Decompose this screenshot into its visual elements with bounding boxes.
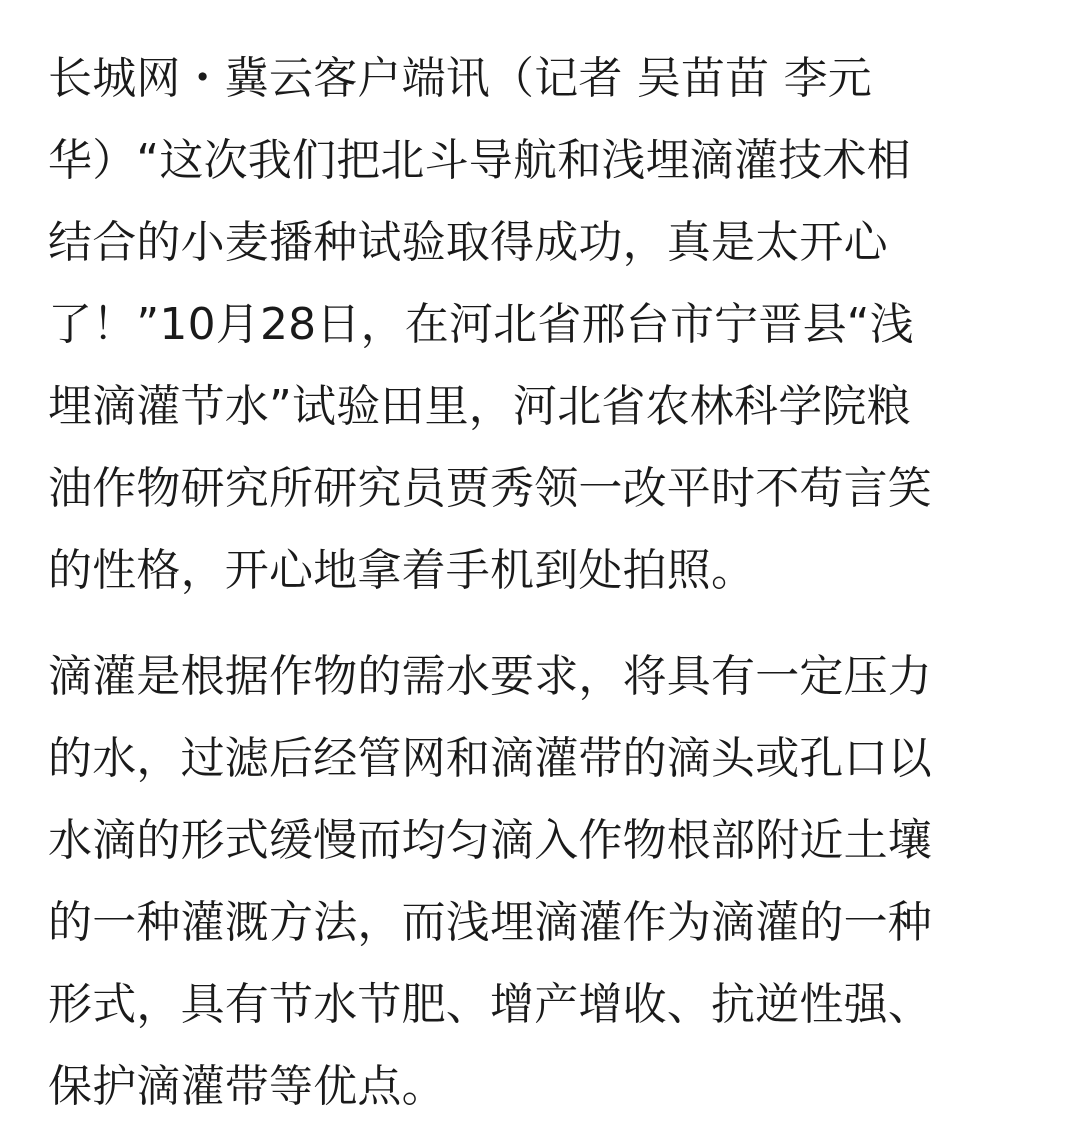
text-line: 华）“这次我们把北斗导航和浅埋滴灌技术相 — [48, 135, 911, 186]
text-line: 保护滴灌带等优点。 — [48, 1061, 446, 1112]
text-line: 长城网・冀云客户端讯（记者 吴苗苗 李元 — [48, 53, 872, 104]
article-paragraph-1 — [48, 38, 1050, 612]
text-line: 滴灌是根据作物的需水要求，将具有一定压力 — [48, 651, 932, 702]
text-line: 的水，过滤后经管网和滴灌带的滴头或孔口以 — [48, 733, 932, 784]
text-line: 油作物研究所研究员贾秀领一改平时不苟言笑 — [48, 463, 932, 514]
text-line: 了！”10月28日，在河北省邢台市宁晋县“浅 — [48, 299, 914, 350]
text-line: 的一种灌溉方法，而浅埋滴灌作为滴灌的一种 — [48, 897, 932, 948]
text-line: 形式，具有节水节肥、增产增收、抗逆性强、 — [48, 979, 932, 1030]
text-line: 水滴的形式缓慢而均匀滴入作物根部附近土壤 — [48, 815, 932, 866]
text-line: 的性格，开心地拿着手机到处拍照。 — [48, 545, 756, 596]
text-line: 结合的小麦播种试验取得成功，真是太开心 — [48, 217, 888, 268]
text-line: 埋滴灌节水”试验田里，河北省农林科学院粮 — [48, 381, 911, 432]
article-paragraph-2 — [48, 636, 1050, 1128]
